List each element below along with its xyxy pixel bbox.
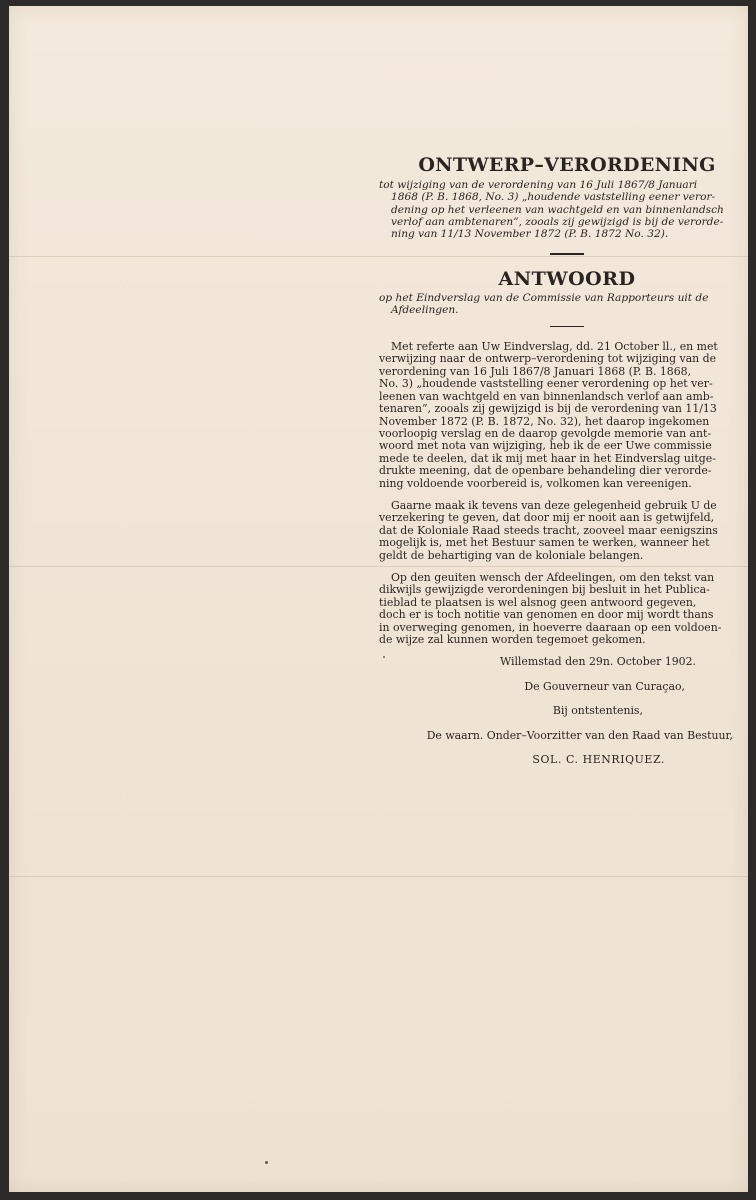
text-line: mede te deelen, dat ik mij met haar in het Eindverslag uitge- [379,451,716,465]
place-and-date: Willemstad den 29n. October 1902. [499,655,696,669]
deputy-title: De waarn. Onder–Voorzitter van den Raad van Bestuur, [426,728,733,742]
text-line: woord met nota van wijziging, heb ik de eer Uwe commissie [379,439,712,453]
text-line: Op den geuiten wensch der Afdeelingen, om den tekst van [391,570,715,584]
text-line: November 1872 (P. B. 1872, No. 32), het daarop ingekomen [379,414,710,428]
ink-spot [265,1161,268,1164]
document-title: ONTWERP–VERORDENING [418,154,716,176]
document-page [9,6,748,1192]
signatory-name: SOL. C. HENRIQUEZ. [532,753,665,767]
subtitle-line: dening op het verleenen van wachtgeld en van binnenlandsch [391,203,724,216]
answer-title: ANTWOORD [498,267,636,290]
text-line: ning voldoende voorbereid is, volkomen kan vereenigen. [379,476,692,490]
subtitle-line: Afdeelingen. [391,304,459,317]
text-line: mogelijk is, met het Bestuur samen te werken, wanneer het [379,536,710,550]
body-paragraph-2 [379,500,733,562]
text-line: No. 3) „houdende vaststelling eener verordening op het ver- [379,377,713,391]
text-line: de wijze zal kunnen worden tegemoet gekomen. [379,633,646,647]
subtitle-line: op het Eindverslag van de Commissie van Rapporteurs uit de [379,291,709,304]
document-subtitle [379,179,733,240]
text-line: doch er is toch notitie van genomen en door mij wordt thans [379,608,714,622]
text-line: geldt de behartiging van de koloniale belangen. [379,548,644,562]
section-divider [550,253,584,255]
text-line: dikwijls gewijzigde verordeningen bij besluit in het Publica- [379,583,710,597]
text-line: Met referte aan Uw Eindverslag, dd. 21 October ll., en met [391,340,718,354]
governor-title: De Gouverneur van Curaçao, [524,679,685,693]
text-line: leenen van wachtgeld en van binnenlandsch verlof aan amb- [379,389,714,403]
subtitle-line: verlof aan ambtenaren”, zooals zij gewijzigd is bij de verorde- [391,215,724,228]
text-line: in overweging genomen, in hoeverre daaraan op een voldoen- [379,620,722,634]
text-line: verordening van 16 Juli 1867/8 Januari 1868 (P. B. 1868, [379,364,692,378]
paper-fold-line [9,876,748,877]
text-line: dat de Koloniale Raad steeds tracht, zooveel maar eenigszins [379,523,718,537]
text-line: voorloopig verslag en de daarop gevolgde memorie van ant- [379,426,712,440]
text-line: Gaarne maak ik tevens van deze gelegenheid gebruik U de [391,498,717,512]
text-line: drukte meening, dat de openbare behandeling dier verorde- [379,464,712,478]
answer-subtitle [379,292,733,317]
body-paragraph-1 [379,341,733,490]
subtitle-line: ning van 11/13 November 1872 (P. B. 1872 No. 32). [391,228,669,241]
text-line: tenaren”, zooals zij gewijzigd is bij de verordening van 11/13 [379,402,717,416]
subtitle-line: tot wijziging van de verordening van 16 Juli 1867/8 Januari [379,179,698,191]
document-content [379,154,733,766]
text-line: tieblad te plaatsen is wel alsnog geen antwoord gegeven, [379,595,697,609]
section-divider [550,326,584,328]
text-line: verwijzing naar de ontwerp–verordening tot wijziging van de [379,352,717,366]
absence-note: Bij ontstentenis, [552,704,643,718]
subtitle-line: 1868 (P. B. 1868, No. 3) „houdende vaststelling eener veror- [391,191,716,204]
text-line: verzekering te geven, dat door mij er nooit aan is getwijfeld, [379,511,715,525]
body-paragraph-3 [379,572,733,646]
